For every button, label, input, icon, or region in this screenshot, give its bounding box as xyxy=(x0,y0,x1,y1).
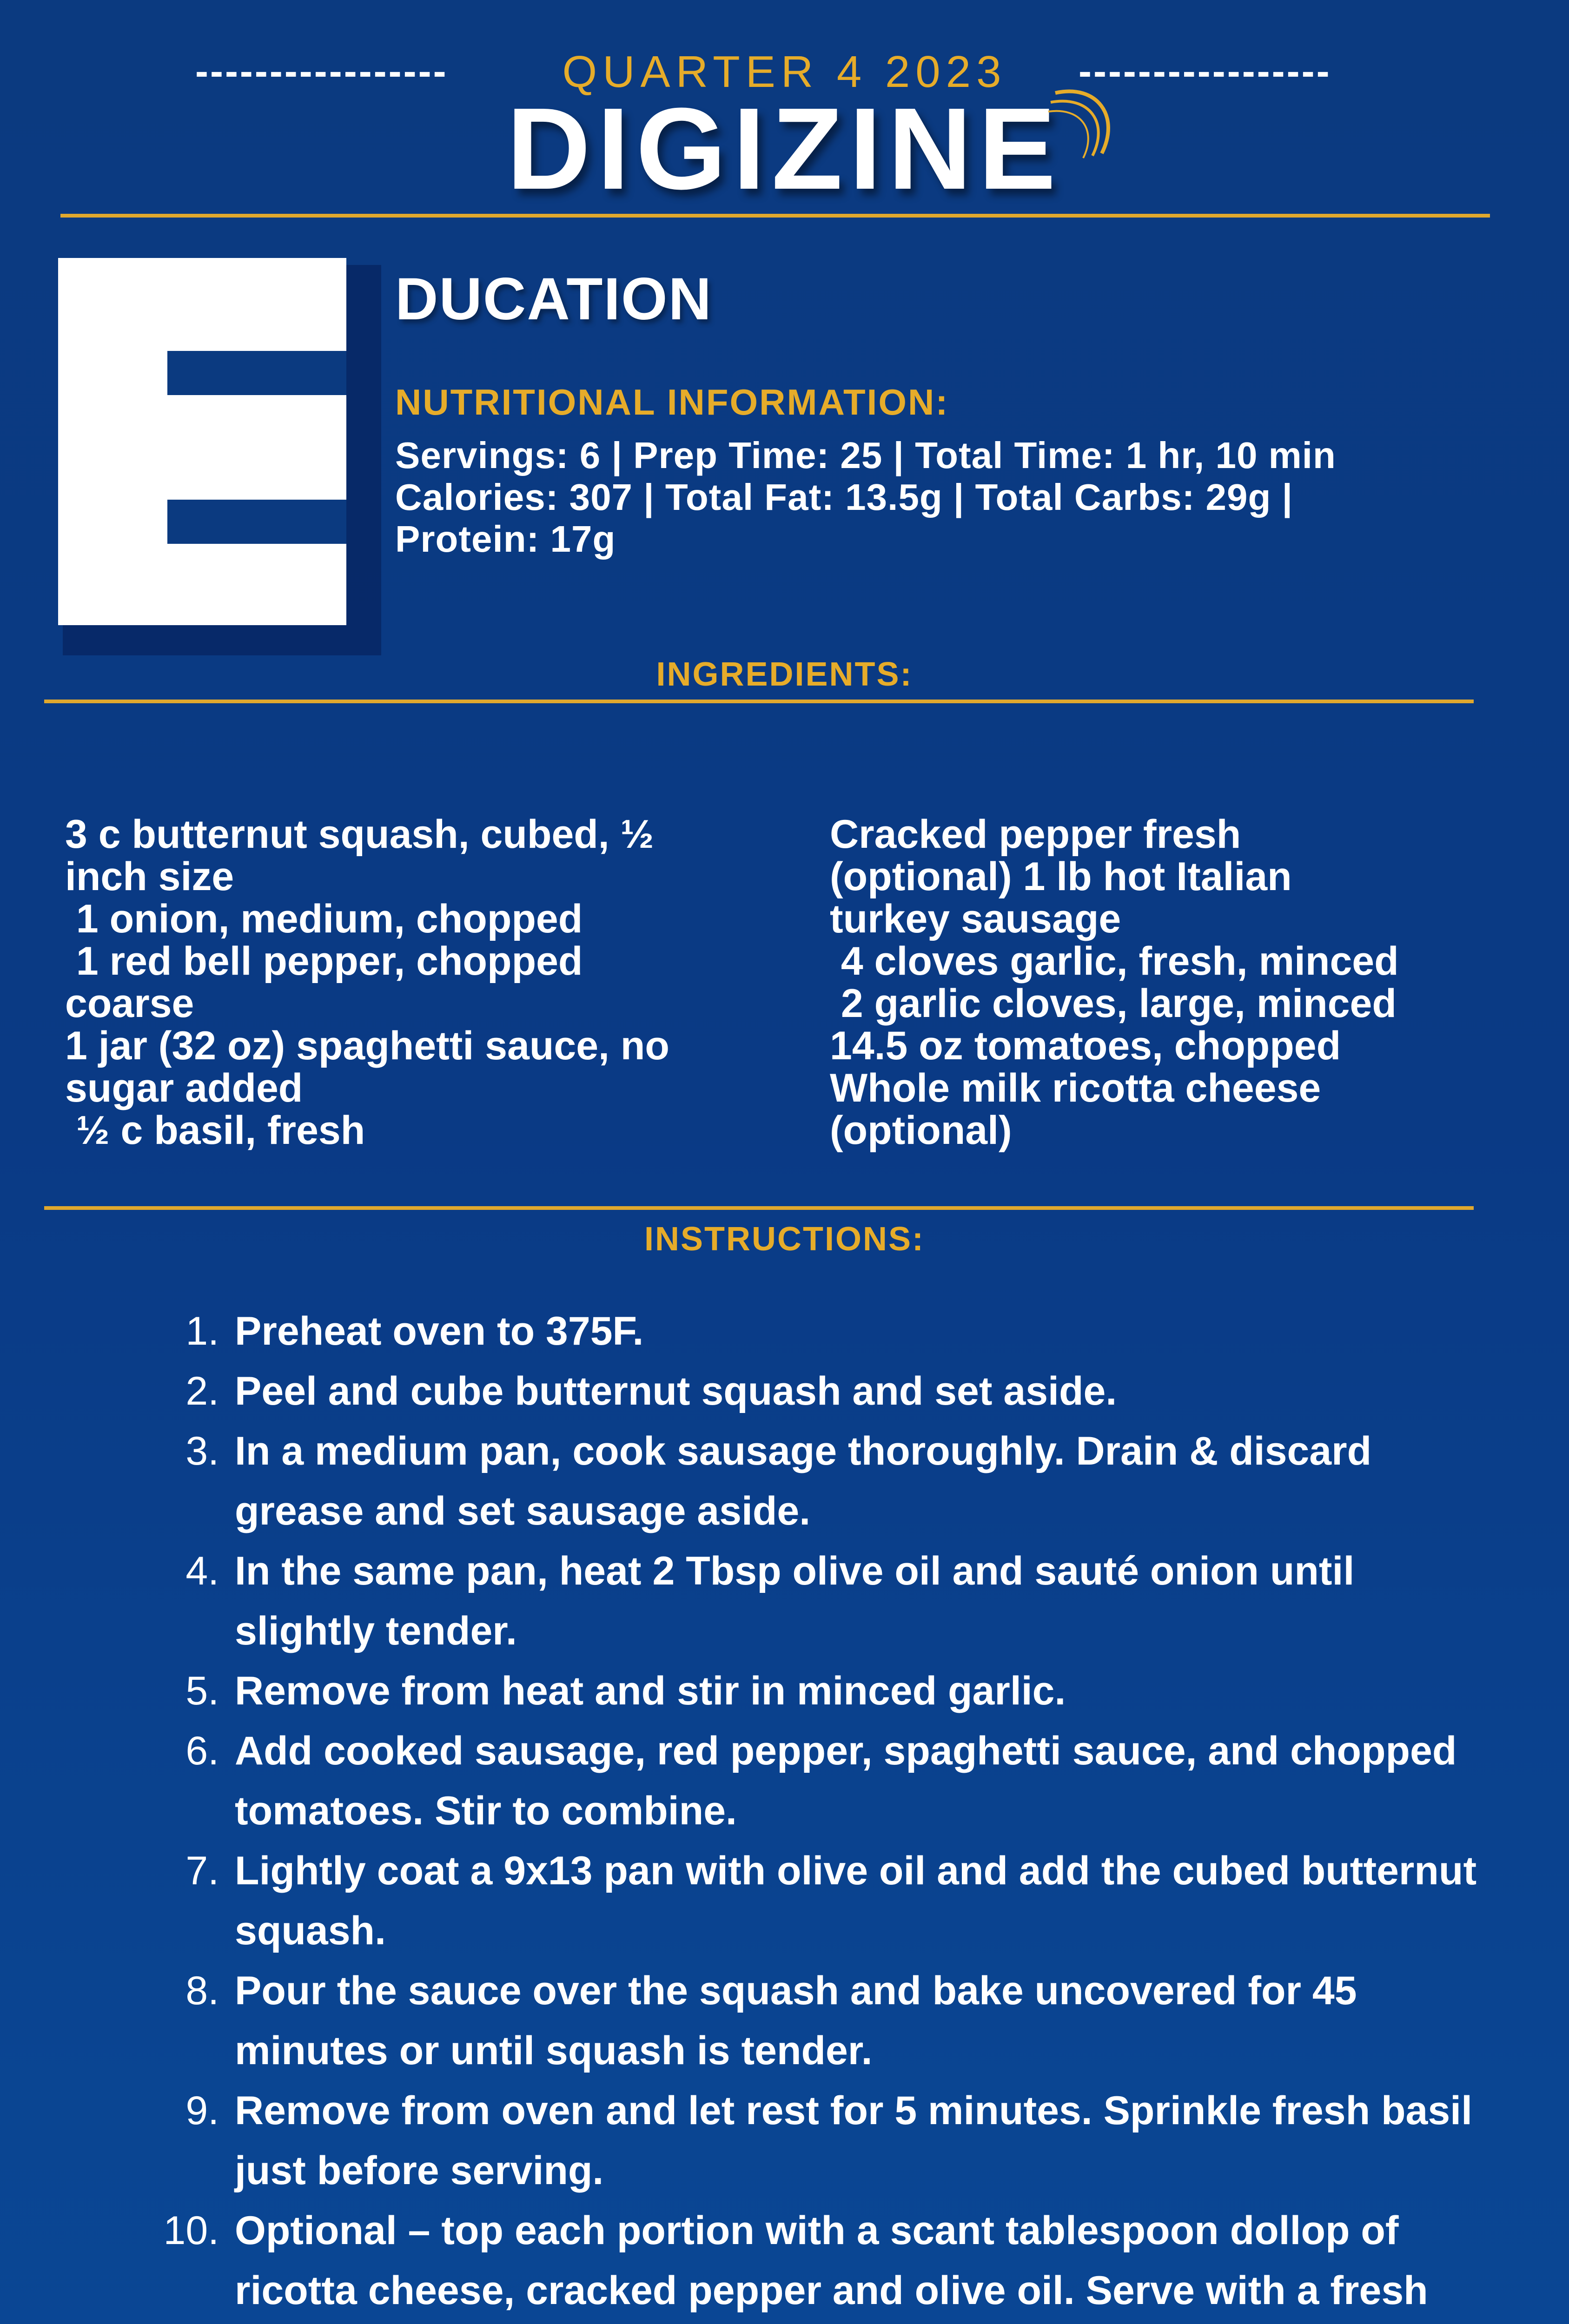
instruction-step: 8. Pour the sauce over the squash and bake uncovered for 45 minutes or until squash is tender. xyxy=(230,1961,1485,2081)
instruction-step: 9. Remove from oven and let rest for 5 minutes. Sprinkle fresh basil just before serving. xyxy=(230,2081,1485,2201)
instruction-steps xyxy=(139,1301,1485,2324)
instruction-step: 5. Remove from heat and stir in minced garlic. xyxy=(230,1661,1485,1721)
ingredients-divider xyxy=(44,700,1474,703)
header-dashes-right: ----------------- xyxy=(1079,49,1331,93)
nutrition-heading: NUTRITIONAL INFORMATION: xyxy=(395,382,949,423)
instruction-step: 7. Lightly coat a 9x13 pan with olive oil and add the cubed butternut squash. xyxy=(230,1841,1485,1961)
instruction-step: 2. Peel and cube butternut squash and set aside. xyxy=(230,1361,1485,1421)
instructions-divider xyxy=(44,1206,1474,1210)
instruction-step: 6. Add cooked sausage, red pepper, spaghetti sauce, and chopped tomatoes. Stir to combine. xyxy=(230,1721,1485,1841)
swoosh-logo-icon xyxy=(1046,74,1125,167)
ingredients-left-column: 3 c butternut squash, cubed, ½ inch size 1 onion, medium, chopped 1 red bell pepper, chopped coarse 1 jar (32 oz) spaghetti sauce, no sugar added ½ c basil, fresh xyxy=(65,812,669,1153)
header-dashes-left: ----------------- xyxy=(195,49,448,93)
instruction-step: 10. Optional – top each portion with a scant tablespoon dollop of ricotta cheese, cracked pepper and olive oil. Serve with a fresh xyxy=(230,2201,1485,2324)
nutrition-line: Servings: 6 | Prep Time: 25 | Total Time: 1 hr, 10 min xyxy=(395,435,1336,476)
issue-quarter: QUARTER 4 2023 xyxy=(562,47,1007,97)
masthead-title: DIGIZINE xyxy=(506,84,1063,213)
nutrition-line: Protein: 17g xyxy=(395,518,616,560)
section-title: DUCATION xyxy=(395,266,712,332)
instruction-step: 1. Preheat oven to 375F. xyxy=(230,1301,1485,1361)
ingredients-right-column: Cracked pepper fresh (optional) 1 lb hot Italian turkey sausage 4 cloves garlic, fresh, minced 2 garlic cloves, large, minced 14.5 oz tomatoes, chopped Whole milk ricotta cheese (optional) xyxy=(830,812,1399,1153)
instruction-step: 3. In a medium pan, cook sausage thoroughly. Drain & discard grease and set sausage aside. xyxy=(230,1421,1485,1541)
instruction-step: 4. In the same pan, heat 2 Tbsp olive oil and sauté onion until slightly tender. xyxy=(230,1541,1485,1661)
header-divider xyxy=(60,214,1490,218)
nutrition-line: Calories: 307 | Total Fat: 13.5g | Total Carbs: 29g | xyxy=(395,476,1293,518)
instructions-heading: INSTRUCTIONS: xyxy=(644,1221,925,1258)
ingredients-heading: INGREDIENTS: xyxy=(656,656,913,693)
drop-cap-letter xyxy=(58,258,346,625)
